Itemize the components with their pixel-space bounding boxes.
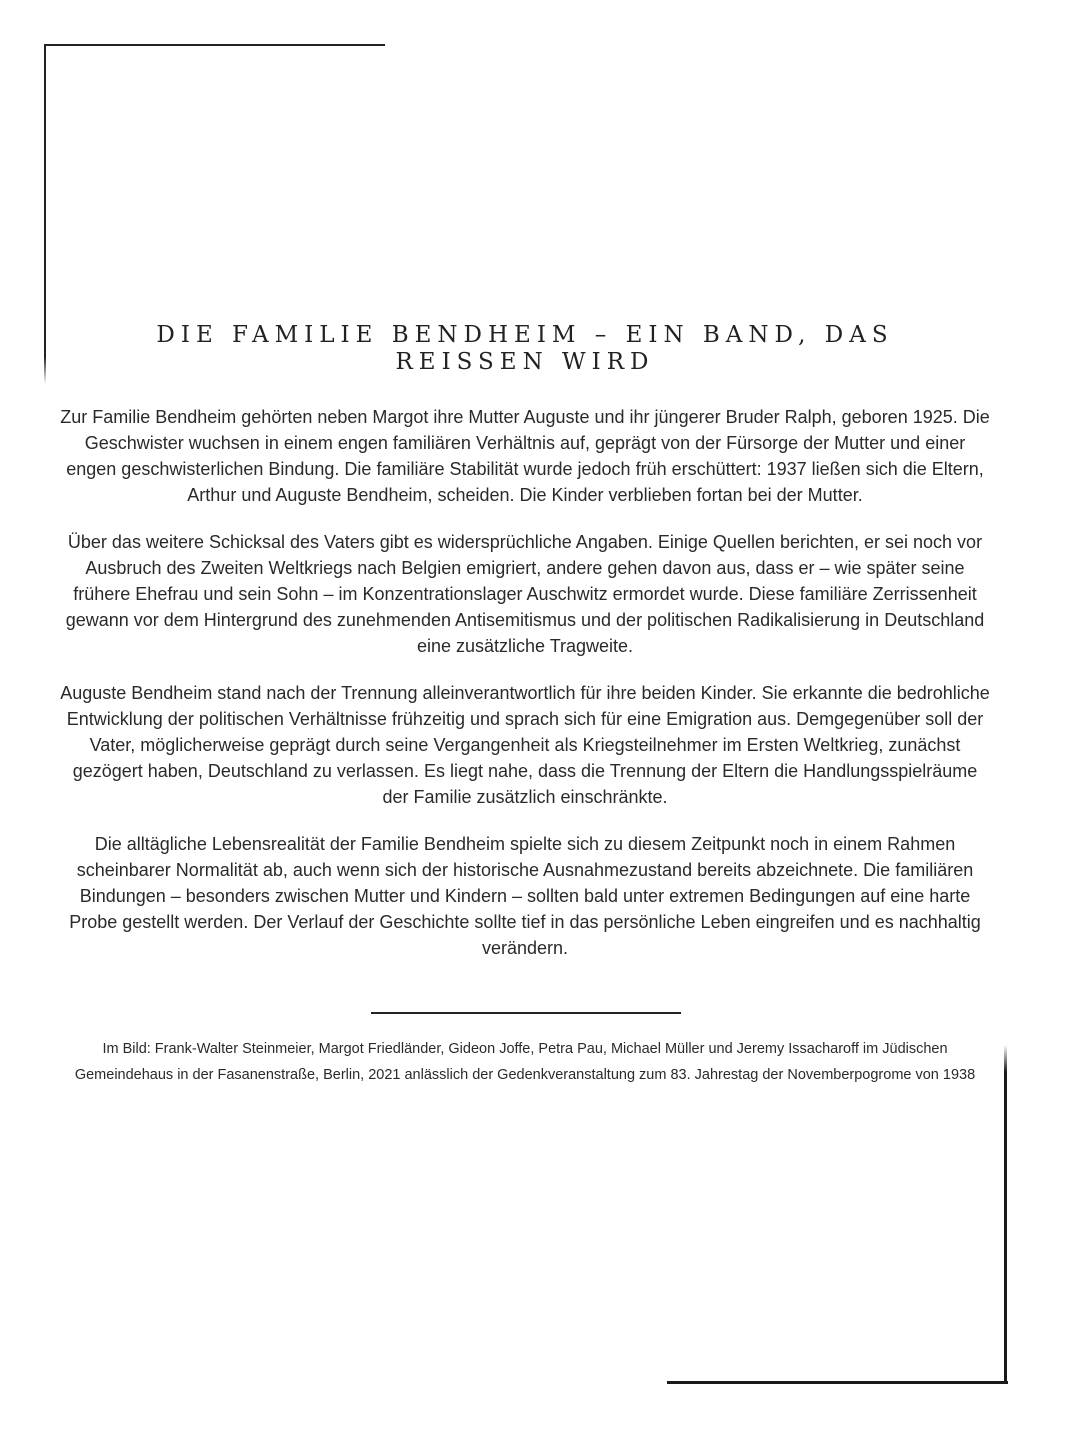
paragraph-4: Die alltägliche Lebensrealität der Familie Bendheim spielte sich zu diesem Zeitpunkt noch in einem Rahmen scheinbarer Normalität ab, auch wenn sich der historische Ausnahmezustand bereits abzeichnete. Die familiären Bindungen – besonders zwischen Mutter und Kindern – sollten bald unter extremen Bedingungen auf eine harte Probe gestellt werden. Der Verlauf der Geschichte sollte tief in das persönliche Leben eingreifen und es nachhaltig verändern. xyxy=(69,834,981,958)
article-title: DIE FAMILIE BENDHEIM – EIN BAND, DAS REISSEN WIRD xyxy=(156,322,894,375)
frame-corner-top-left-vertical xyxy=(44,44,46,384)
paragraph-3: Auguste Bendheim stand nach der Trennung alleinverantwortlich für ihre beiden Kinder. Sie erkannte die bedrohliche Entwicklung der politischen Verhältnisse frühzeitig und sprach sich für eine Emigration aus. Demgegenüber soll der Vater, möglicherweise geprägt durch seine Vergangenheit als Kriegsteilnehmer im Ersten Weltkrieg, zunächst gezögert haben, Deutschland zu verlassen. Es liegt nahe, dass die Trennung der Eltern die Handlungsspielräume der Familie zusätzlich einschränkte. xyxy=(60,683,990,807)
frame-corner-top-left-horizontal xyxy=(44,44,385,46)
article-body xyxy=(60,404,990,982)
paragraph-2: Über das weitere Schicksal des Vaters gibt es widersprüchliche Angaben. Einige Quellen berichten, er sei noch vor Ausbruch des Zweiten Weltkriegs nach Belgien emigriert, andere gehen davon aus, dass er – wie später seine frühere Ehefrau und sein Sohn – im Konzentrationslager Auschwitz ermordet wurde. Diese familiäre Zerrissenheit gewann vor dem Hintergrund des zunehmenden Antisemitismus und der politischen Radikalisierung in Deutschland eine zusätzliche Tragweite. xyxy=(65,532,985,656)
frame-corner-bottom-right-horizontal xyxy=(667,1381,1008,1384)
section-divider xyxy=(371,1012,681,1014)
paragraph-1: Zur Familie Bendheim gehörten neben Margot ihre Mutter Auguste und ihr jüngerer Bruder Ralph, geboren 1925. Die Geschwister wuchsen in einem engen familiären Verhältnis auf, geprägt von der Fürsorge der Mutter und einer engen geschwisterlichen Bindung. Die familiäre Stabilität wurde jedoch früh erschüttert: 1937 ließen sich die Eltern, Arthur und Auguste Bendheim, scheiden. Die Kinder verblieben fortan bei der Mutter. xyxy=(60,407,990,505)
frame-corner-bottom-right-vertical xyxy=(1004,1045,1007,1384)
image-caption: Im Bild: Frank-Walter Steinmeier, Margot Friedländer, Gideon Joffe, Petra Pau, Michael Müller und Jeremy Issacharoff im Jüdischen Gemeindehaus in der Fasanenstraße, Berlin, 2021 anlässlich der Gedenkveranstaltung zum 83. Jahrestag der Novemberpogrome von 1938 xyxy=(74,1041,976,1083)
